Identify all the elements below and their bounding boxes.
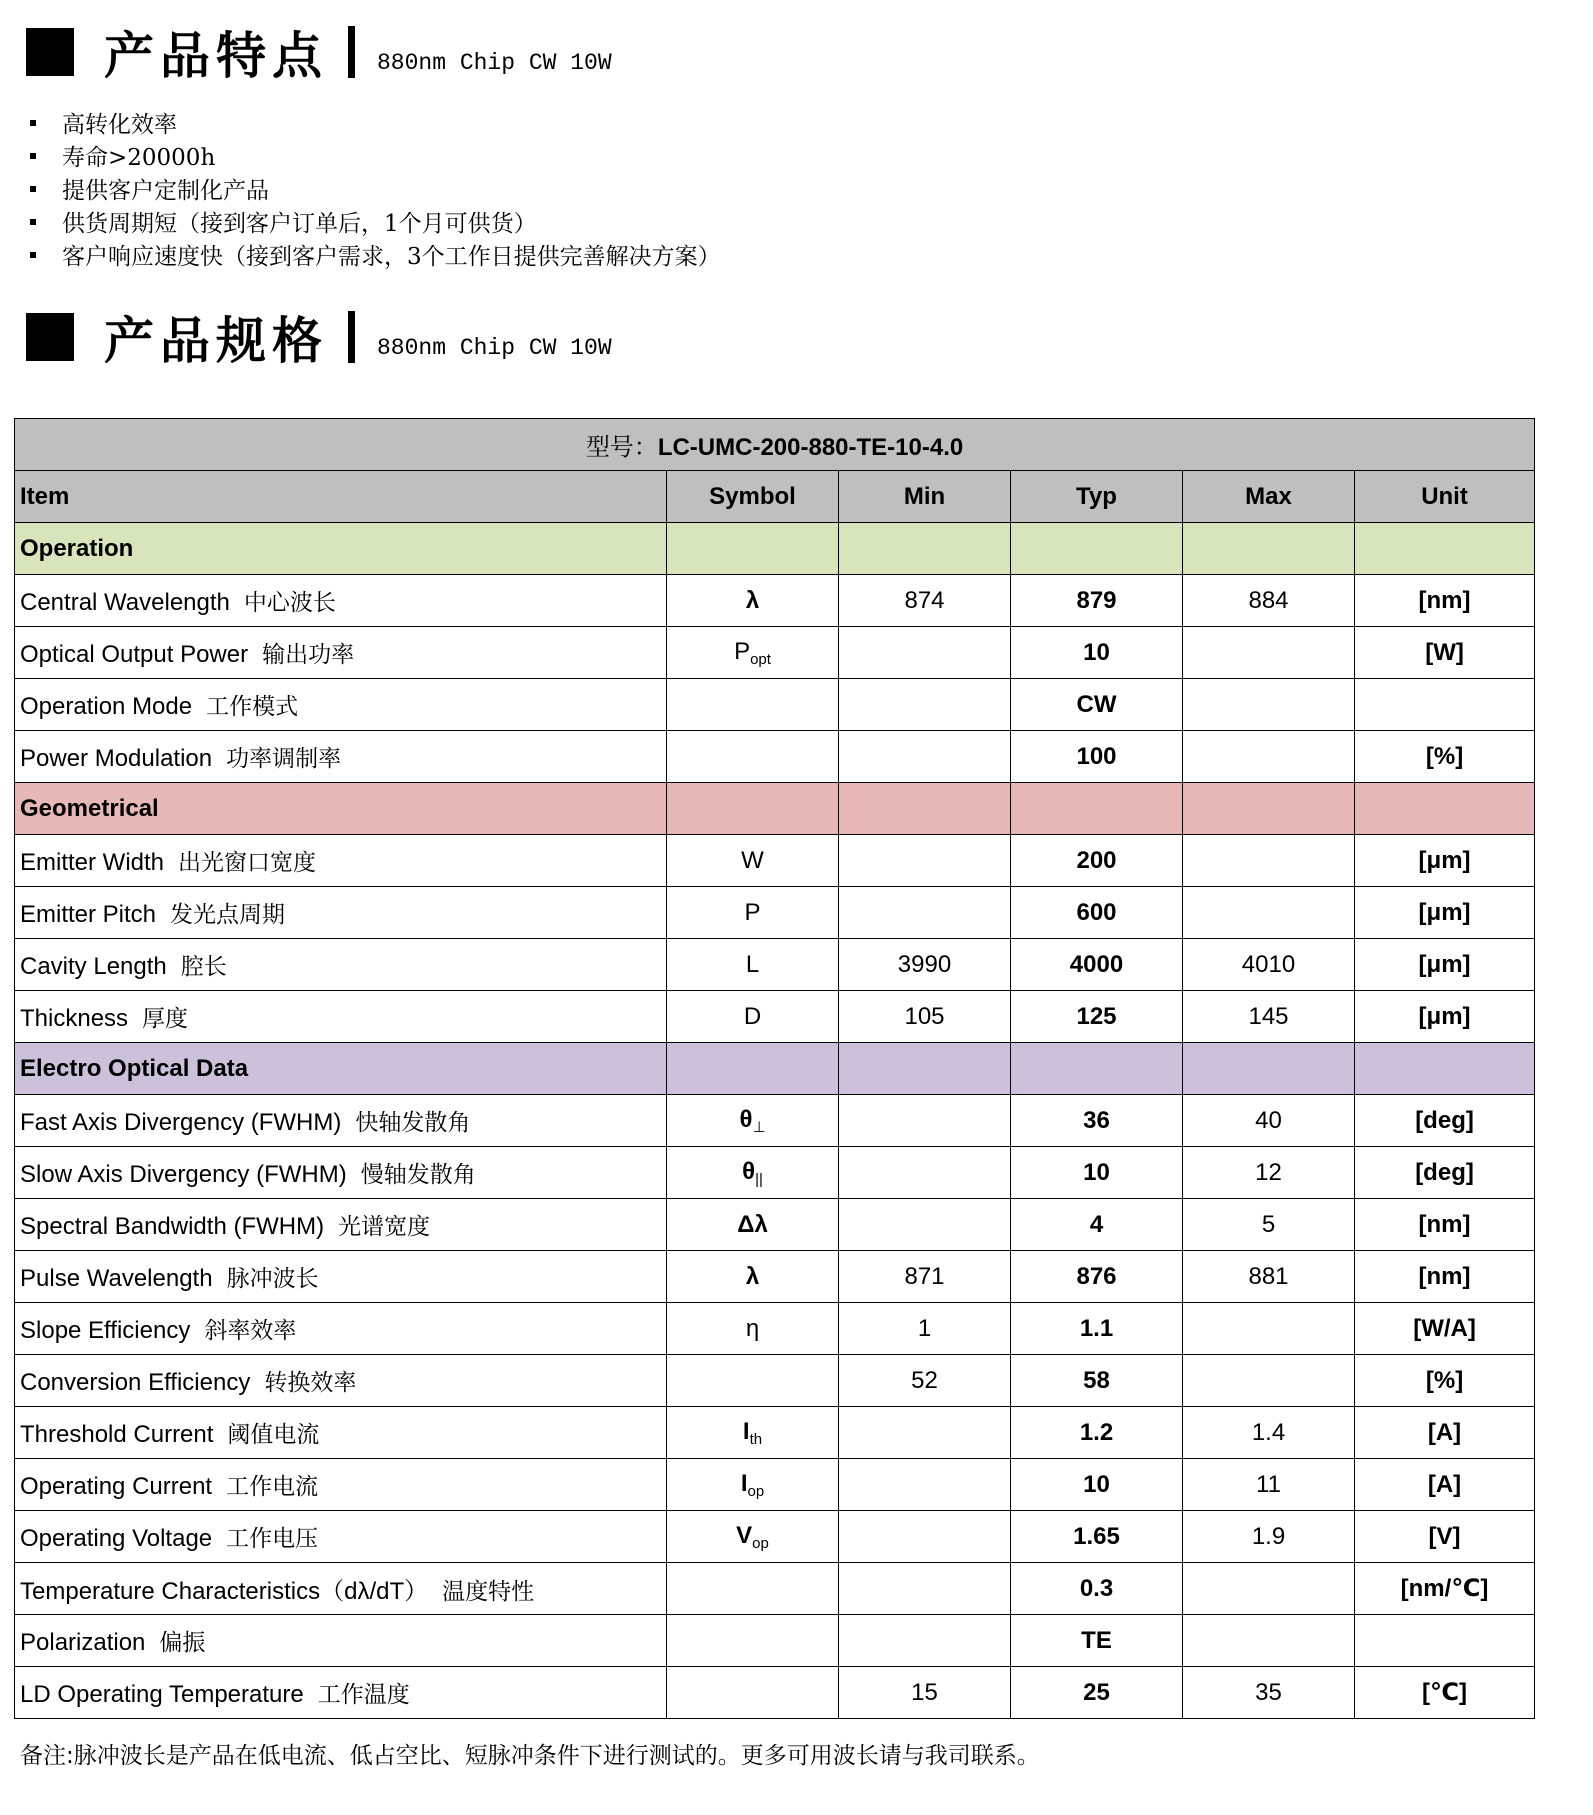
symbol-cell [667, 731, 839, 783]
table-row [15, 1563, 1535, 1615]
min-cell [839, 1459, 1011, 1511]
max-cell: 12 [1183, 1147, 1355, 1199]
max-cell [1183, 1615, 1355, 1667]
min-cell [839, 835, 1011, 887]
header-typ: Typ [1011, 471, 1183, 523]
title-divider [348, 311, 355, 363]
item-name-cn: 发光点周期 [170, 902, 286, 928]
item-name: Emitter Width [20, 849, 165, 876]
item-name: Pulse Wavelength [20, 1265, 213, 1292]
unit-cell: [nm/℃] [1355, 1563, 1535, 1615]
bullet-icon [30, 153, 36, 159]
item-cell [15, 1303, 667, 1355]
unit-cell: [μm] [1355, 991, 1535, 1043]
max-cell [1183, 1563, 1355, 1615]
bullet-icon [30, 252, 36, 258]
item-name: Operating Current [20, 1473, 213, 1500]
typ-cell: 4 [1011, 1199, 1183, 1251]
symbol-text: λ [745, 586, 760, 614]
symbol-cell [667, 1303, 839, 1355]
unit-cell: [V] [1355, 1511, 1535, 1563]
empty-cell [1011, 523, 1183, 575]
item-cell [15, 1147, 667, 1199]
item-cell [15, 887, 667, 939]
symbol-cell [667, 575, 839, 627]
footnote: 备注:脉冲波长是产品在低电流、低占空比、短脉冲条件下进行测试的。更多可用波长请与我司联系。 [20, 1743, 1040, 1769]
symbol-text: Δλ [737, 1210, 768, 1238]
model-number: LC-UMC-200-880-TE-10-4.0 [657, 434, 964, 461]
empty-cell [839, 523, 1011, 575]
empty-cell [1183, 1043, 1355, 1095]
typ-cell: 10 [1011, 627, 1183, 679]
max-cell [1183, 679, 1355, 731]
item-name-cn: 功率调制率 [226, 746, 342, 772]
max-cell: 884 [1183, 575, 1355, 627]
table-row [15, 627, 1535, 679]
title-divider [348, 26, 355, 78]
typ-cell: 879 [1011, 575, 1183, 627]
item-cell [15, 1095, 667, 1147]
unit-cell: [μm] [1355, 835, 1535, 887]
max-cell [1183, 627, 1355, 679]
typ-cell: 1.1 [1011, 1303, 1183, 1355]
item-cell [15, 991, 667, 1043]
symbol-cell [667, 939, 839, 991]
section-electro-optical-row [15, 1043, 1535, 1095]
symbol-cell [667, 1459, 839, 1511]
item-name-cn: 腔长 [180, 954, 227, 980]
table-row [15, 991, 1535, 1043]
symbol-text: θ [739, 1105, 753, 1133]
item-name-cn: 转换效率 [264, 1370, 357, 1396]
table-row [15, 731, 1535, 783]
symbol-cell [667, 1511, 839, 1563]
symbol-text: λ [745, 1262, 760, 1290]
square-bullet-icon [26, 28, 74, 76]
symbol-cell [667, 1355, 839, 1407]
typ-cell: 1.2 [1011, 1407, 1183, 1459]
symbol-cell [667, 679, 839, 731]
symbol-text: P [734, 637, 751, 665]
min-cell: 871 [839, 1251, 1011, 1303]
min-cell [839, 1563, 1011, 1615]
item-name-cn: 中心波长 [243, 590, 336, 616]
symbol-text: D [743, 1002, 762, 1030]
min-cell [839, 1095, 1011, 1147]
table-row [15, 1667, 1535, 1719]
typ-cell: TE [1011, 1615, 1183, 1667]
unit-cell: [μm] [1355, 939, 1535, 991]
max-cell: 5 [1183, 1199, 1355, 1251]
item-cell [15, 1355, 667, 1407]
empty-cell [1011, 1043, 1183, 1095]
table-row [15, 1407, 1535, 1459]
table-header-row [15, 471, 1535, 523]
square-bullet-icon [26, 313, 74, 361]
features-list [22, 106, 721, 271]
item-cell [15, 939, 667, 991]
max-cell: 4010 [1183, 939, 1355, 991]
typ-cell: 58 [1011, 1355, 1183, 1407]
unit-cell: [W] [1355, 627, 1535, 679]
header-min: Min [839, 471, 1011, 523]
item-name: Operation Mode [20, 693, 193, 720]
empty-cell [839, 1043, 1011, 1095]
symbol-subscript: || [755, 1170, 763, 1188]
typ-cell: 0.3 [1011, 1563, 1183, 1615]
typ-cell: 4000 [1011, 939, 1183, 991]
symbol-cell [667, 1199, 839, 1251]
specs-title: 产品规格 [104, 311, 328, 370]
max-cell [1183, 887, 1355, 939]
item-name: Power Modulation [20, 745, 213, 772]
header-item: Item [15, 471, 667, 523]
typ-cell: 1.65 [1011, 1511, 1183, 1563]
table-row [15, 939, 1535, 991]
item-name-cn: 快轴发散角 [355, 1110, 471, 1136]
symbol-subscript: op [752, 1534, 769, 1552]
item-name-cn: 输出功率 [262, 642, 355, 668]
empty-cell [667, 523, 839, 575]
item-name-cn: 温度特性 [442, 1579, 535, 1605]
item-name: Spectral Bandwidth (FWHM) [20, 1213, 325, 1240]
item-cell [15, 835, 667, 887]
item-cell [15, 679, 667, 731]
table-row [15, 1511, 1535, 1563]
min-cell [839, 679, 1011, 731]
unit-cell: [%] [1355, 731, 1535, 783]
item-name: Temperature Characteristics（dλ/dT） [20, 1578, 429, 1605]
min-cell: 52 [839, 1355, 1011, 1407]
symbol-cell [667, 1251, 839, 1303]
item-name-cn: 光谱宽度 [338, 1214, 431, 1240]
section-operation-label: Operation [15, 523, 667, 575]
unit-cell: [W/A] [1355, 1303, 1535, 1355]
header-max: Max [1183, 471, 1355, 523]
item-name-cn: 慢轴发散角 [360, 1162, 476, 1188]
symbol-subscript: th [749, 1430, 763, 1448]
unit-cell: [nm] [1355, 1251, 1535, 1303]
symbol-cell [667, 627, 839, 679]
min-cell [839, 1615, 1011, 1667]
symbol-text: L [745, 950, 760, 978]
symbol-cell [667, 887, 839, 939]
symbol-cell [667, 991, 839, 1043]
unit-cell: [nm] [1355, 575, 1535, 627]
typ-cell: 200 [1011, 835, 1183, 887]
min-cell: 874 [839, 575, 1011, 627]
typ-cell: 100 [1011, 731, 1183, 783]
unit-cell: [℃] [1355, 1667, 1535, 1719]
item-name: Cavity Length [20, 953, 167, 980]
item-cell [15, 1251, 667, 1303]
item-cell [15, 1667, 667, 1719]
min-cell: 3990 [839, 939, 1011, 991]
table-row [15, 1615, 1535, 1667]
item-cell [15, 731, 667, 783]
specs-section-header [26, 305, 612, 369]
item-name: Operating Voltage [20, 1525, 213, 1552]
max-cell [1183, 731, 1355, 783]
max-cell [1183, 1355, 1355, 1407]
symbol-text: θ [742, 1157, 756, 1185]
typ-cell: 125 [1011, 991, 1183, 1043]
empty-cell [839, 783, 1011, 835]
table-row [15, 1199, 1535, 1251]
item-name: Thickness [20, 1005, 129, 1032]
item-name: Polarization [20, 1629, 146, 1656]
min-cell: 1 [839, 1303, 1011, 1355]
max-cell: 1.4 [1183, 1407, 1355, 1459]
item-name-cn: 偏振 [159, 1630, 206, 1656]
unit-cell [1355, 1615, 1535, 1667]
symbol-cell [667, 1667, 839, 1719]
item-cell [15, 627, 667, 679]
item-name: Fast Axis Divergency (FWHM) [20, 1109, 342, 1136]
item-cell [15, 1511, 667, 1563]
header-symbol: Symbol [667, 471, 839, 523]
item-name: Threshold Current [20, 1421, 214, 1448]
symbol-text: V [736, 1521, 753, 1549]
section-geometrical-label: Geometrical [15, 783, 667, 835]
empty-cell [667, 1043, 839, 1095]
symbol-text: P [744, 898, 761, 926]
bullet-icon [30, 219, 36, 225]
item-name-cn: 脉冲波长 [226, 1266, 319, 1292]
unit-cell: [nm] [1355, 1199, 1535, 1251]
typ-cell: CW [1011, 679, 1183, 731]
typ-cell: 25 [1011, 1667, 1183, 1719]
features-section-header [26, 20, 612, 84]
min-cell [839, 1511, 1011, 1563]
symbol-cell [667, 1147, 839, 1199]
symbol-cell [667, 1095, 839, 1147]
bullet-icon [30, 120, 36, 126]
item-cell [15, 1199, 667, 1251]
max-cell [1183, 835, 1355, 887]
unit-cell: [A] [1355, 1459, 1535, 1511]
min-cell [839, 1147, 1011, 1199]
unit-cell [1355, 679, 1535, 731]
table-row [15, 1251, 1535, 1303]
max-cell: 881 [1183, 1251, 1355, 1303]
item-name-cn: 工作模式 [206, 694, 299, 720]
symbol-subscript: ⊥ [752, 1118, 766, 1136]
spec-table [14, 418, 1535, 1719]
empty-cell [1183, 523, 1355, 575]
max-cell: 1.9 [1183, 1511, 1355, 1563]
list-item: 客户响应速度快（接到客户需求，3个工作日提供完善解决方案） [22, 238, 721, 271]
item-name-cn: 出光窗口宽度 [178, 850, 317, 876]
unit-cell: [deg] [1355, 1147, 1535, 1199]
symbol-text: I [742, 1417, 750, 1445]
item-cell [15, 575, 667, 627]
item-cell [15, 1615, 667, 1667]
max-cell [1183, 1303, 1355, 1355]
typ-cell: 36 [1011, 1095, 1183, 1147]
unit-cell: [A] [1355, 1407, 1535, 1459]
item-name-cn: 阈值电流 [227, 1422, 320, 1448]
list-item: 高转化效率 [22, 106, 721, 139]
item-name: Slow Axis Divergency (FWHM) [20, 1161, 347, 1188]
table-row [15, 1095, 1535, 1147]
item-name: Slope Efficiency [20, 1317, 191, 1344]
item-name-cn: 工作温度 [317, 1682, 410, 1708]
section-electro-optical-label: Electro Optical Data [15, 1043, 667, 1095]
table-row [15, 1459, 1535, 1511]
table-row [15, 1147, 1535, 1199]
typ-cell: 876 [1011, 1251, 1183, 1303]
list-item: 供货周期短（接到客户订单后，1个月可供货） [22, 205, 721, 238]
empty-cell [1355, 523, 1535, 575]
list-item: 提供客户定制化产品 [22, 172, 721, 205]
features-title: 产品特点 [104, 26, 328, 85]
item-name: Conversion Efficiency [20, 1369, 251, 1396]
min-cell [839, 1199, 1011, 1251]
symbol-subscript: op [747, 1482, 765, 1500]
section-operation-row [15, 523, 1535, 575]
empty-cell [667, 783, 839, 835]
specs-subtitle: 880nm Chip CW 10W [377, 335, 612, 361]
empty-cell [1183, 783, 1355, 835]
list-item: 寿命>20000h [22, 139, 721, 172]
min-cell: 105 [839, 991, 1011, 1043]
symbol-cell [667, 1563, 839, 1615]
item-cell [15, 1563, 667, 1615]
symbol-cell [667, 835, 839, 887]
section-geometrical-row [15, 783, 1535, 835]
min-cell [839, 887, 1011, 939]
min-cell [839, 1407, 1011, 1459]
symbol-text: I [740, 1469, 748, 1497]
symbol-text: η [745, 1314, 760, 1342]
symbol-cell [667, 1407, 839, 1459]
empty-cell [1011, 783, 1183, 835]
max-cell: 35 [1183, 1667, 1355, 1719]
item-name-cn: 工作电流 [226, 1474, 319, 1500]
item-name: Optical Output Power [20, 641, 249, 668]
item-name-cn: 厚度 [142, 1006, 189, 1032]
table-row [15, 575, 1535, 627]
table-row [15, 887, 1535, 939]
min-cell: 15 [839, 1667, 1011, 1719]
bullet-icon [30, 186, 36, 192]
table-row [15, 1303, 1535, 1355]
symbol-cell [667, 1615, 839, 1667]
min-cell [839, 731, 1011, 783]
typ-cell: 600 [1011, 887, 1183, 939]
empty-cell [1355, 1043, 1535, 1095]
item-name: LD Operating Temperature [20, 1681, 304, 1708]
table-row [15, 1355, 1535, 1407]
model-cell: 型号：LC-UMC-200-880-TE-10-4.0 [15, 419, 1535, 471]
item-name: Emitter Pitch [20, 901, 157, 928]
features-subtitle: 880nm Chip CW 10W [377, 50, 612, 76]
symbol-subscript: opt [750, 650, 771, 668]
unit-cell: [μm] [1355, 887, 1535, 939]
typ-cell: 10 [1011, 1459, 1183, 1511]
max-cell: 145 [1183, 991, 1355, 1043]
max-cell: 11 [1183, 1459, 1355, 1511]
item-name-cn: 斜率效率 [204, 1318, 297, 1344]
min-cell [839, 627, 1011, 679]
item-cell [15, 1459, 667, 1511]
unit-cell: [%] [1355, 1355, 1535, 1407]
item-name-cn: 工作电压 [226, 1526, 319, 1552]
header-unit: Unit [1355, 471, 1535, 523]
empty-cell [1355, 783, 1535, 835]
item-name: Central Wavelength [20, 589, 230, 616]
symbol-text: W [741, 846, 764, 874]
unit-cell: [deg] [1355, 1095, 1535, 1147]
max-cell: 40 [1183, 1095, 1355, 1147]
model-row [15, 419, 1535, 471]
table-row [15, 835, 1535, 887]
table-row [15, 679, 1535, 731]
item-cell [15, 1407, 667, 1459]
typ-cell: 10 [1011, 1147, 1183, 1199]
